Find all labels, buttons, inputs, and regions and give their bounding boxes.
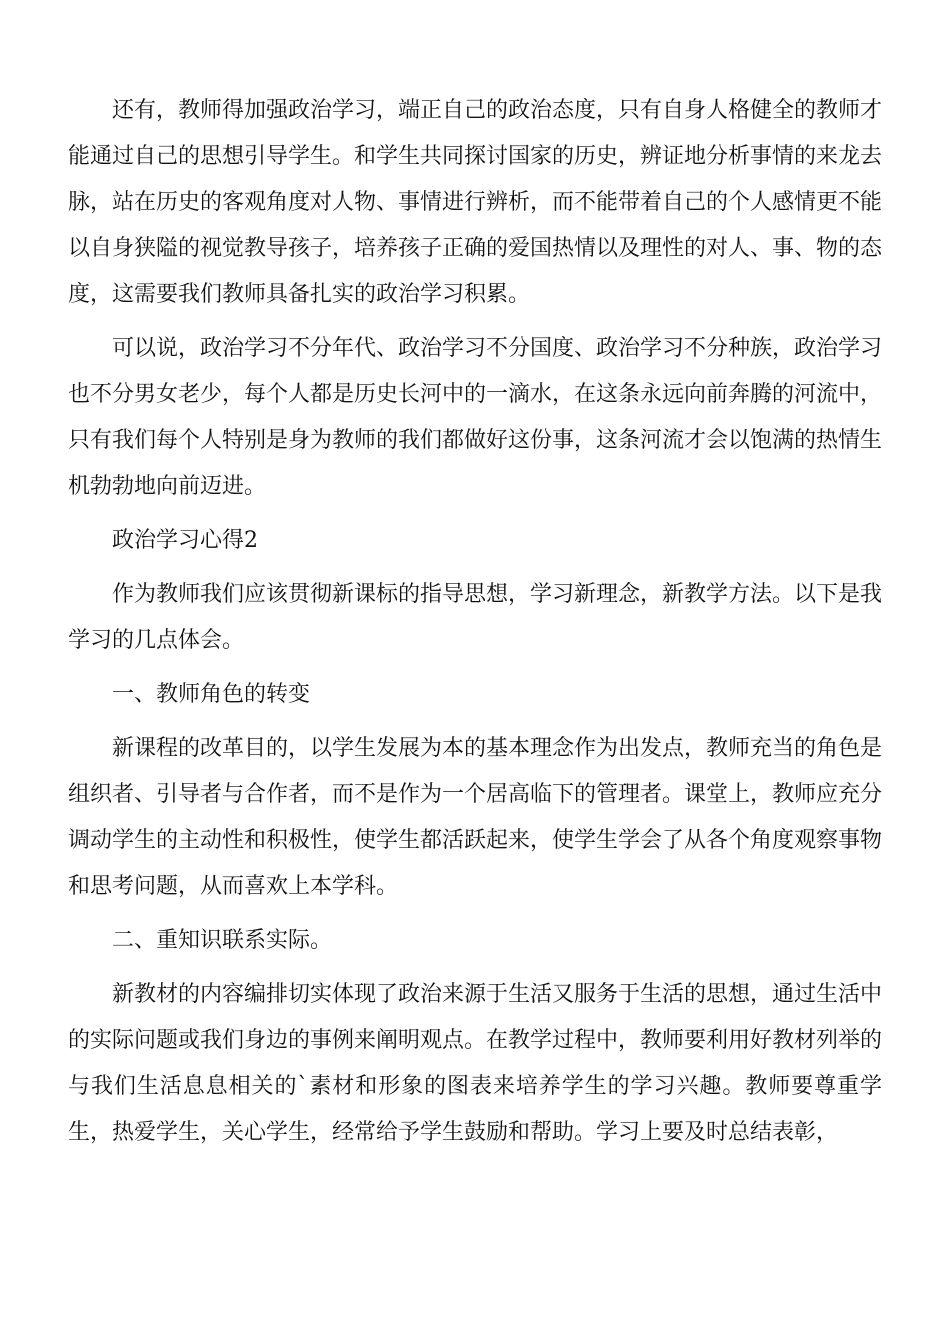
subheading-teacher-role-change: 一、教师角色的转变 [112,682,311,707]
paragraph-teacher-role: 新课程的改革目的，以学生发展为本的基本理念作为出发点，教师充当的角色是组织者、引导者与合作者，而不是作为一个居高临下的管理者。课堂上，教师应充分调动学生的主动性和积极性，使学生都活跃起来，使学生学会了从各个角度观察事物和思考问题，从而喜欢上本学科。 [68,736,883,899]
paragraph-introduction: 作为教师我们应该贯彻新课标的指导思想，学习新理念，新教学方法。以下是我学习的几点体会。 [68,582,883,653]
paragraph-political-learning-universal: 可以说，政治学习不分年代、政治学习不分国度、政治学习不分种族，政治学习也不分男女老少，每个人都是历史长河中的一滴水，在这条永远向前奔腾的河流中，只有我们每个人特别是身为教师的我们都做好这份事，这条河流才会以饱满的热情生机勃勃地向前迈进。 [68,336,883,499]
document-body [68,88,882,1164]
paragraph-political-attitude: 还有，教师得加强政治学习，端正自己的政治态度，只有自身人格健全的教师才能通过自己的思想引导学生。和学生共同探讨国家的历史，辨证地分析事情的来龙去脉，站在历史的客观角度对人物、事情进行辨析，而不能带着自己的个人感情更不能以自身狭隘的视觉教导孩子，培养孩子正确的爱国热情以及理性的对人、事、物的态度，这需要我们教师具备扎实的政治学习积累。 [68,98,883,307]
subheading-knowledge-practice: 二、重知识联系实际。 [112,928,333,953]
section-title-learning-notes-2: 政治学习心得2 [112,528,258,553]
paragraph-knowledge-practice: 新教材的内容编排切实体现了政治来源于生活又服务于生活的思想，通过生活中的实际问题或我们身边的事例来阐明观点。在教学过程中，教师要利用好教材列举的与我们生活息息相关的`素材和形象的图表来培养学生的学习兴趣。教师要尊重学生，热爱学生，关心学生，经常给予学生鼓励和帮助。学习上要及时总结表彰， [68,982,883,1145]
